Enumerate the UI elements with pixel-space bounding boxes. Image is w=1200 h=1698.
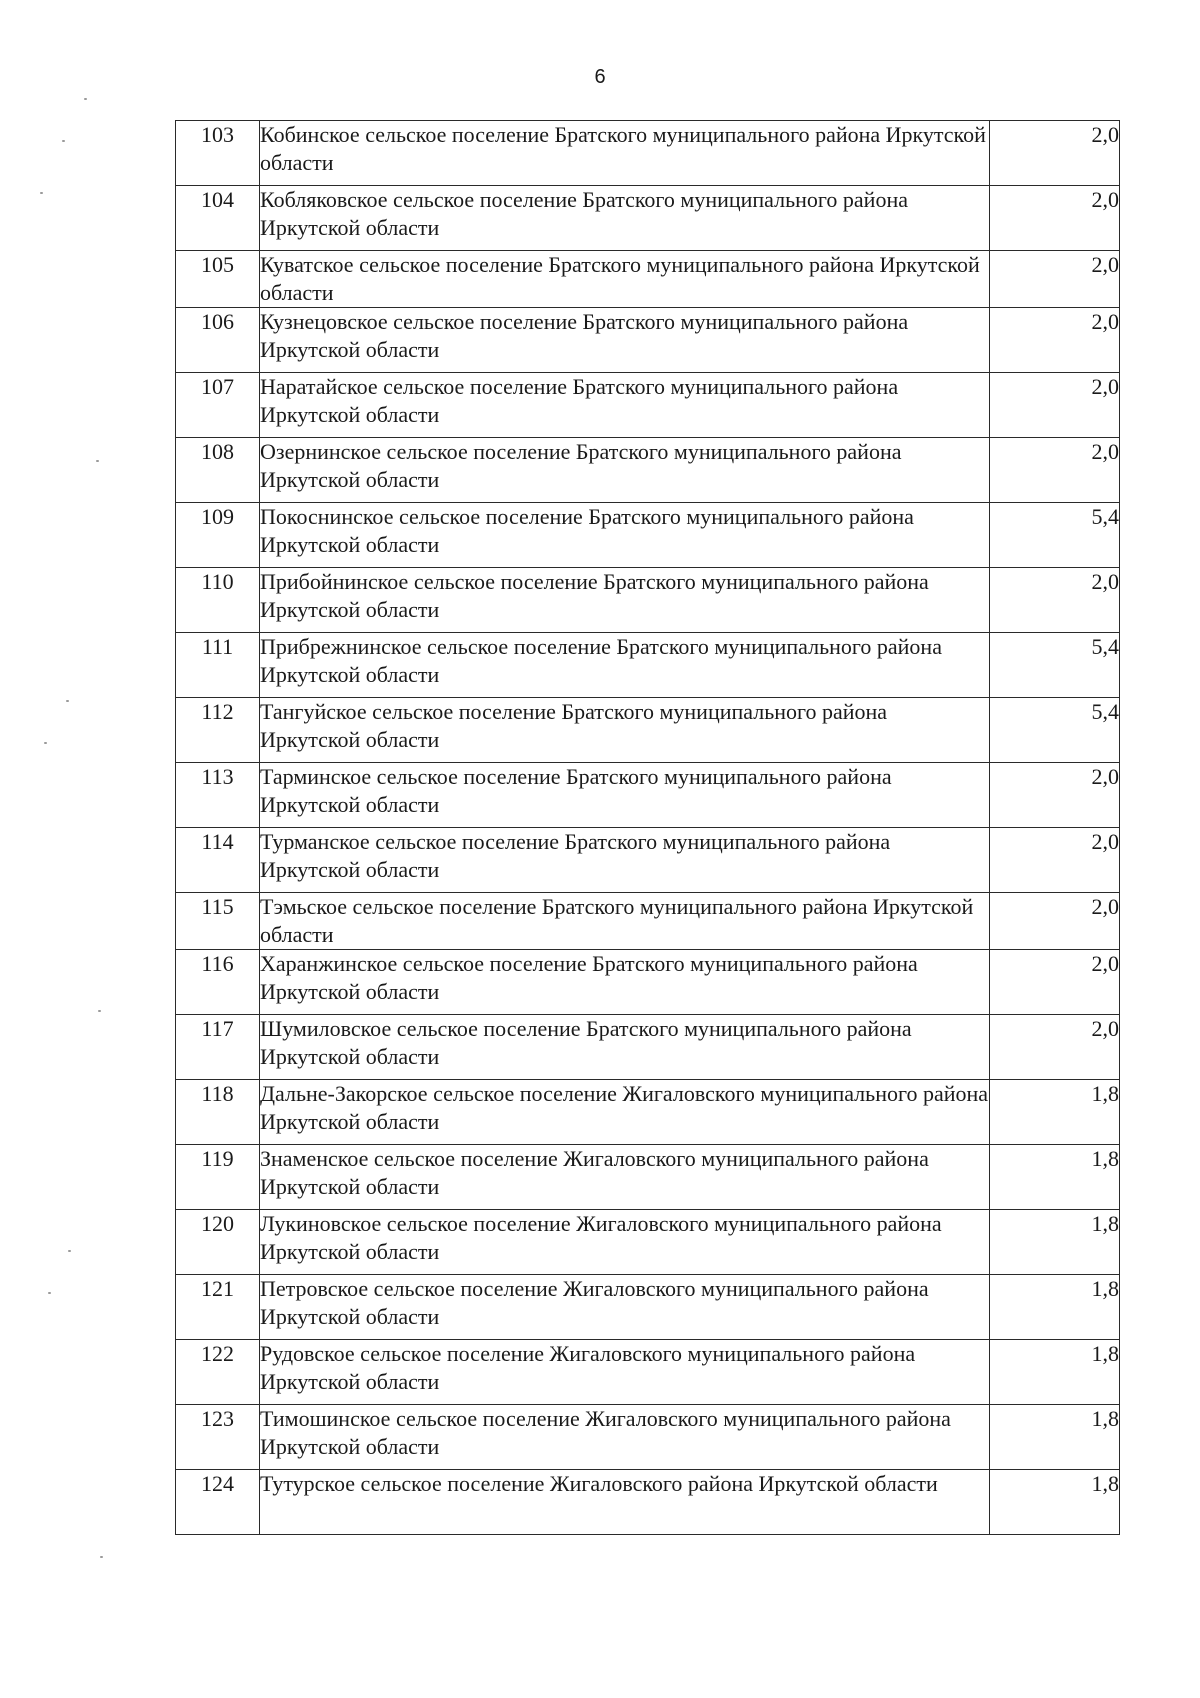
row-value: 2,0 — [990, 828, 1120, 893]
row-number: 119 — [176, 1145, 260, 1210]
table-row — [176, 1015, 1120, 1080]
settlement-name: Прибрежнинское сельское поселение Братского муниципального района Иркутской области — [260, 633, 990, 698]
table-row — [176, 950, 1120, 1015]
row-number: 116 — [176, 950, 260, 1015]
row-value: 1,8 — [990, 1080, 1120, 1145]
table-row — [176, 1210, 1120, 1275]
row-value: 2,0 — [990, 893, 1120, 950]
row-value: 1,8 — [990, 1405, 1120, 1470]
table-row — [176, 1405, 1120, 1470]
settlement-name: Дальне-Закорское сельское поселение Жигаловского муниципального района Иркутской области — [260, 1080, 990, 1145]
row-number: 109 — [176, 503, 260, 568]
row-value: 5,4 — [990, 503, 1120, 568]
settlement-name: Куватское сельское поселение Братского муниципального района Иркутской области — [260, 251, 990, 308]
row-number: 122 — [176, 1340, 260, 1405]
scan-speck — [100, 1556, 103, 1558]
page-number: 6 — [594, 66, 606, 88]
row-number: 112 — [176, 698, 260, 763]
table-row — [176, 1080, 1120, 1145]
settlement-name: Озернинское сельское поселение Братского муниципального района Иркутской области — [260, 438, 990, 503]
settlement-name: Турманское сельское поселение Братского муниципального района Иркутской области — [260, 828, 990, 893]
table-row — [176, 503, 1120, 568]
settlement-name: Покоснинское сельское поселение Братского муниципального района Иркутской области — [260, 503, 990, 568]
row-number: 124 — [176, 1470, 260, 1535]
table-row — [176, 121, 1120, 186]
row-value: 2,0 — [990, 121, 1120, 186]
settlement-name: Шумиловское сельское поселение Братского муниципального района Иркутской области — [260, 1015, 990, 1080]
scan-speck — [84, 98, 87, 100]
scan-speck — [48, 1292, 51, 1294]
row-value: 2,0 — [990, 308, 1120, 373]
table-row — [176, 1470, 1120, 1535]
settlements-table — [175, 120, 1120, 1535]
table-body — [176, 121, 1120, 1535]
table-row — [176, 698, 1120, 763]
table-row — [176, 763, 1120, 828]
settlement-name: Харанжинское сельское поселение Братского муниципального района Иркутской области — [260, 950, 990, 1015]
settlement-name: Кобляковское сельское поселение Братского муниципального района Иркутской области — [260, 186, 990, 251]
table-row — [176, 251, 1120, 308]
row-value: 1,8 — [990, 1210, 1120, 1275]
row-number: 114 — [176, 828, 260, 893]
settlement-name: Петровское сельское поселение Жигаловского муниципального района Иркутской области — [260, 1275, 990, 1340]
scan-speck — [62, 140, 65, 142]
row-value: 1,8 — [990, 1340, 1120, 1405]
row-number: 110 — [176, 568, 260, 633]
row-value: 1,8 — [990, 1275, 1120, 1340]
row-number: 121 — [176, 1275, 260, 1340]
table-row — [176, 1340, 1120, 1405]
settlement-name: Наратайское сельское поселение Братского муниципального района Иркутской области — [260, 373, 990, 438]
row-value: 2,0 — [990, 438, 1120, 503]
settlement-name: Тангуйское сельское поселение Братского муниципального района Иркутской области — [260, 698, 990, 763]
row-number: 104 — [176, 186, 260, 251]
row-number: 108 — [176, 438, 260, 503]
row-number: 115 — [176, 893, 260, 950]
row-value: 1,8 — [990, 1470, 1120, 1535]
scan-speck — [44, 742, 47, 744]
settlement-name: Рудовское сельское поселение Жигаловского муниципального района Иркутской области — [260, 1340, 990, 1405]
scan-speck — [40, 192, 43, 194]
row-number: 113 — [176, 763, 260, 828]
row-number: 120 — [176, 1210, 260, 1275]
settlement-name: Кобинское сельское поселение Братского муниципального района Иркутской области — [260, 121, 990, 186]
table-row — [176, 1275, 1120, 1340]
row-value: 2,0 — [990, 373, 1120, 438]
row-value: 5,4 — [990, 698, 1120, 763]
row-number: 105 — [176, 251, 260, 308]
row-value: 2,0 — [990, 1015, 1120, 1080]
settlement-name: Прибойнинское сельское поселение Братского муниципального района Иркутской области — [260, 568, 990, 633]
scan-speck — [98, 1010, 101, 1012]
row-value: 2,0 — [990, 950, 1120, 1015]
table-row — [176, 633, 1120, 698]
scan-speck — [96, 460, 99, 462]
table-row — [176, 186, 1120, 251]
row-number: 111 — [176, 633, 260, 698]
row-number: 107 — [176, 373, 260, 438]
row-value: 2,0 — [990, 186, 1120, 251]
settlement-name: Кузнецовское сельское поселение Братского муниципального района Иркутской области — [260, 308, 990, 373]
table-row — [176, 308, 1120, 373]
settlement-name: Тимошинское сельское поселение Жигаловского муниципального района Иркутской области — [260, 1405, 990, 1470]
row-value: 5,4 — [990, 633, 1120, 698]
row-value: 2,0 — [990, 568, 1120, 633]
settlement-name: Тэмьское сельское поселение Братского муниципального района Иркутской области — [260, 893, 990, 950]
settlement-name: Лукиновское сельское поселение Жигаловского муниципального района Иркутской области — [260, 1210, 990, 1275]
table-row — [176, 373, 1120, 438]
row-value: 2,0 — [990, 763, 1120, 828]
table-row — [176, 438, 1120, 503]
settlement-name: Тутурское сельское поселение Жигаловского района Иркутской области — [260, 1470, 990, 1535]
table-row — [176, 893, 1120, 950]
settlement-name: Знаменское сельское поселение Жигаловского муниципального района Иркутской области — [260, 1145, 990, 1210]
row-number: 117 — [176, 1015, 260, 1080]
row-number: 123 — [176, 1405, 260, 1470]
row-number: 103 — [176, 121, 260, 186]
settlement-name: Тарминское сельское поселение Братского муниципального района Иркутской области — [260, 763, 990, 828]
row-value: 1,8 — [990, 1145, 1120, 1210]
table-row — [176, 568, 1120, 633]
scan-speck — [68, 1250, 71, 1252]
scan-speck — [66, 700, 69, 702]
row-number: 118 — [176, 1080, 260, 1145]
table-row — [176, 828, 1120, 893]
row-number: 106 — [176, 308, 260, 373]
row-value: 2,0 — [990, 251, 1120, 308]
table-row — [176, 1145, 1120, 1210]
